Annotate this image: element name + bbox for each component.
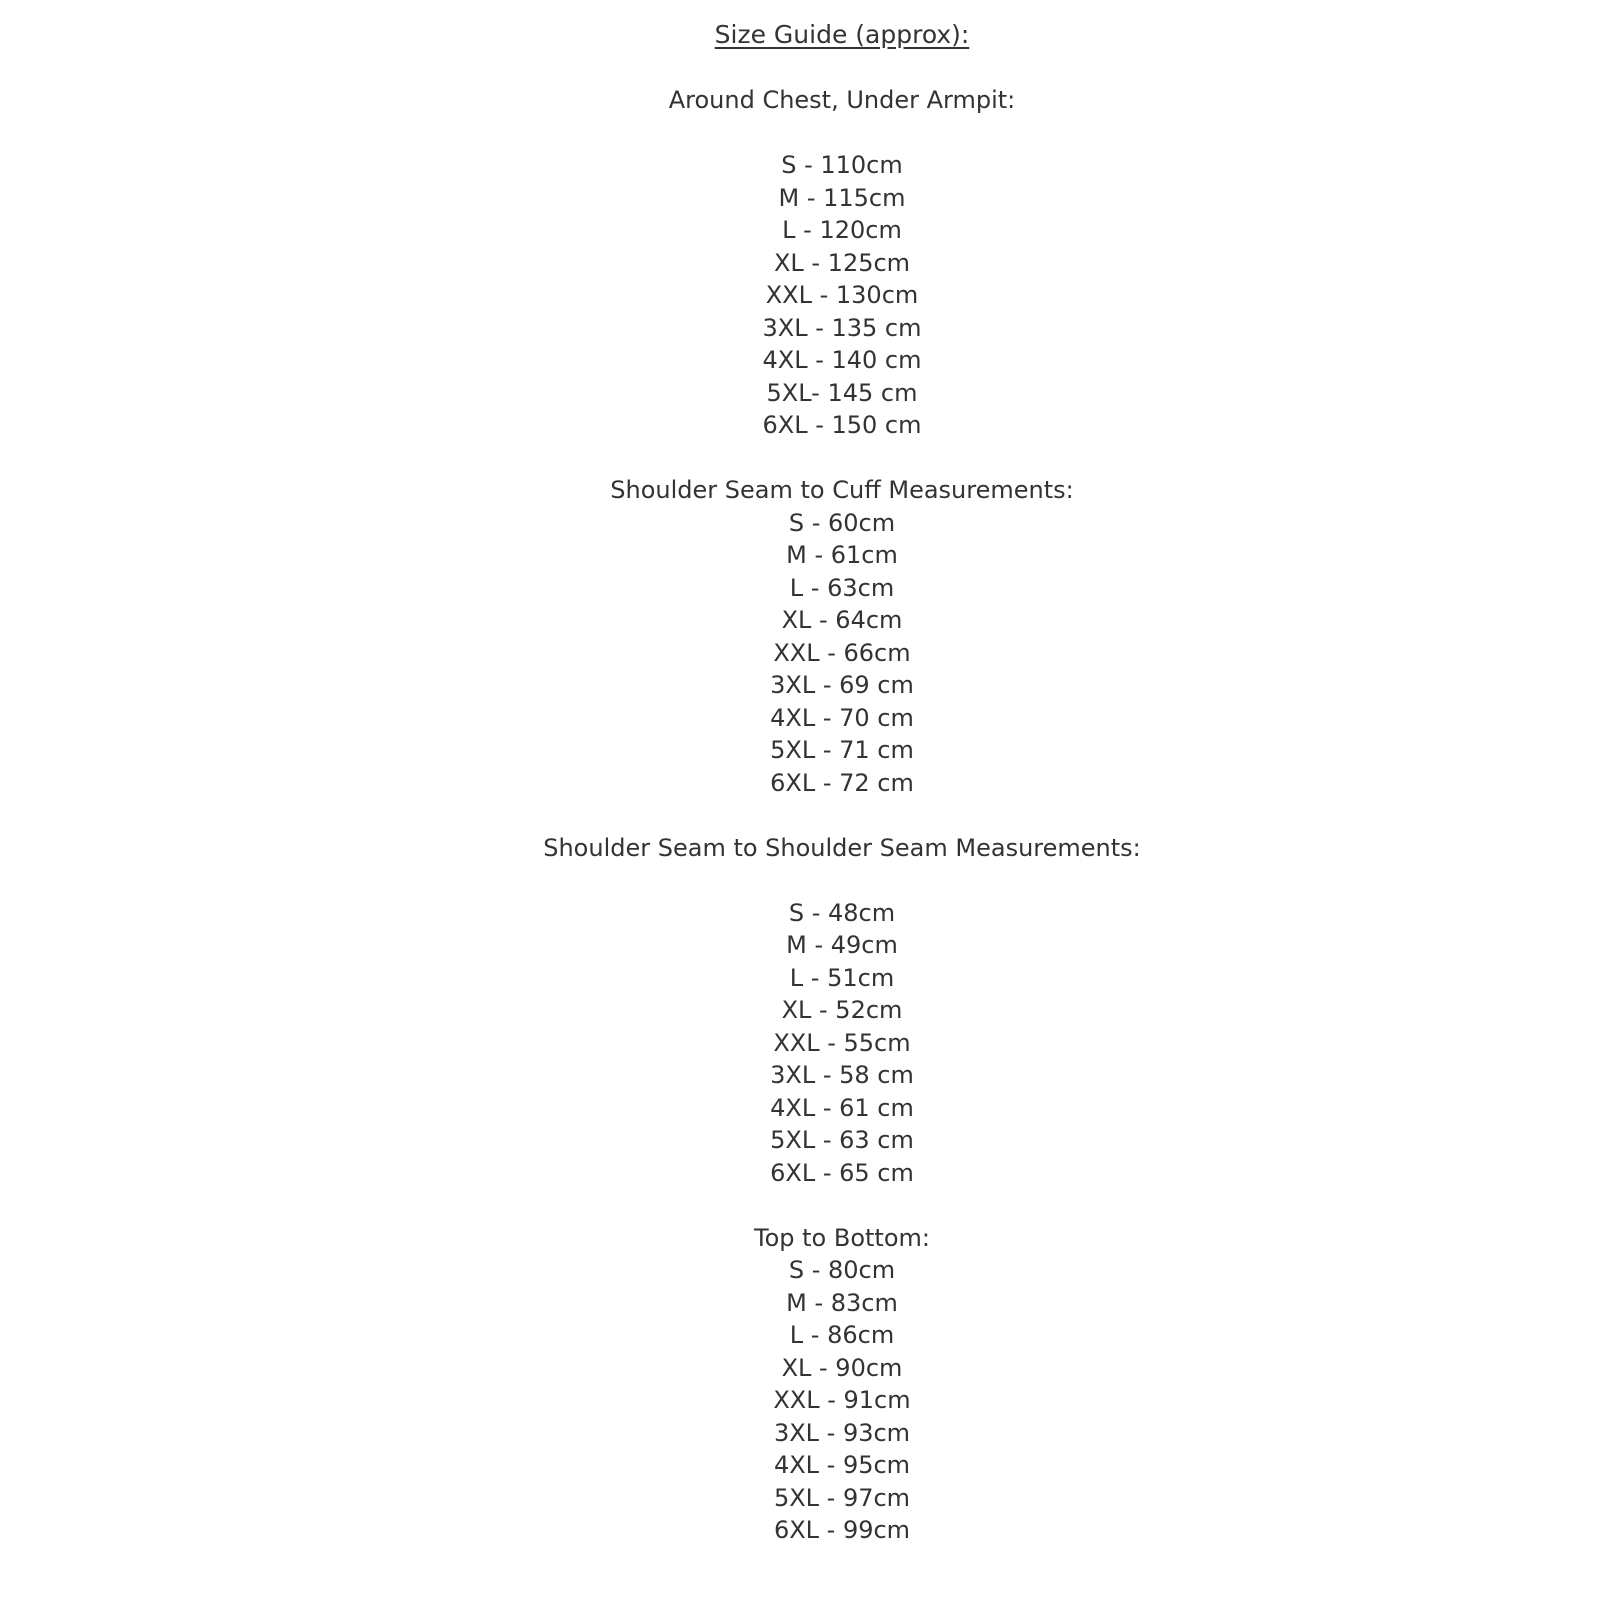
size-row: XL - 125cm	[773, 248, 911, 277]
size-row: XL - 90cm	[781, 1353, 903, 1382]
size-row: 6XL - 99cm	[773, 1516, 911, 1544]
section-seam-to-seam	[84, 832, 1600, 1190]
size-row: 5XL- 145 cm	[766, 378, 918, 407]
size-row: 3XL - 58 cm	[770, 1061, 914, 1089]
size-row: L - 86cm	[789, 1321, 895, 1349]
section-header-top-to-bottom: Top to Bottom:	[754, 1223, 930, 1252]
size-row: S - 60cm	[788, 508, 896, 537]
size-row: 4XL - 140 cm	[762, 346, 922, 374]
size-row: L - 51cm	[789, 963, 895, 992]
section-around-chest	[84, 84, 1600, 442]
blank-line	[84, 1189, 1600, 1222]
size-row: XXL - 130cm	[765, 281, 919, 309]
page-title	[84, 19, 1600, 52]
size-row: S - 110cm	[781, 151, 903, 179]
size-row: 6XL - 150 cm	[762, 411, 922, 439]
section-header-seam-to-seam: Shoulder Seam to Shoulder Seam Measurements:	[543, 833, 1141, 862]
section-header-seam-to-cuff: Shoulder Seam to Cuff Measurements:	[610, 476, 1074, 504]
blank-line	[84, 52, 1600, 85]
size-row: 5XL - 97cm	[773, 1483, 911, 1512]
size-row: 4XL - 70 cm	[770, 703, 914, 732]
size-row: XL - 52cm	[781, 996, 903, 1024]
size-row: S - 48cm	[788, 898, 896, 927]
size-row: M - 49cm	[786, 931, 898, 959]
size-row: 5XL - 63 cm	[770, 1126, 914, 1154]
blank-line	[84, 442, 1600, 475]
size-row: L - 63cm	[789, 573, 895, 602]
size-row: 6XL - 65 cm	[770, 1158, 914, 1187]
size-row: XXL - 55cm	[773, 1028, 911, 1057]
section-header-around-chest: Around Chest, Under Armpit:	[668, 86, 1016, 114]
page-title-text: Size Guide (approx):	[714, 20, 970, 49]
blank-line	[84, 799, 1600, 832]
size-row: 3XL - 69 cm	[770, 671, 914, 699]
size-row: 5XL - 71 cm	[770, 736, 914, 764]
size-row: S - 80cm	[788, 1256, 896, 1284]
size-row: M - 83cm	[786, 1288, 898, 1317]
size-row: XXL - 91cm	[773, 1386, 911, 1414]
blank-line	[84, 864, 1600, 897]
section-top-to-bottom	[84, 1222, 1600, 1547]
size-row: 6XL - 72 cm	[770, 768, 914, 797]
section-seam-to-cuff	[84, 474, 1600, 799]
size-row: 4XL - 61 cm	[770, 1093, 914, 1122]
size-row: 3XL - 93cm	[773, 1418, 911, 1447]
blank-line	[84, 117, 1600, 150]
size-row: M - 61cm	[786, 541, 898, 569]
size-row: L - 120cm	[782, 216, 902, 244]
size-row: 3XL - 135 cm	[762, 313, 922, 342]
size-row: XL - 64cm	[781, 606, 903, 634]
size-row: XXL - 66cm	[773, 638, 911, 667]
size-row: M - 115cm	[778, 183, 906, 212]
size-row: 4XL - 95cm	[773, 1451, 911, 1479]
